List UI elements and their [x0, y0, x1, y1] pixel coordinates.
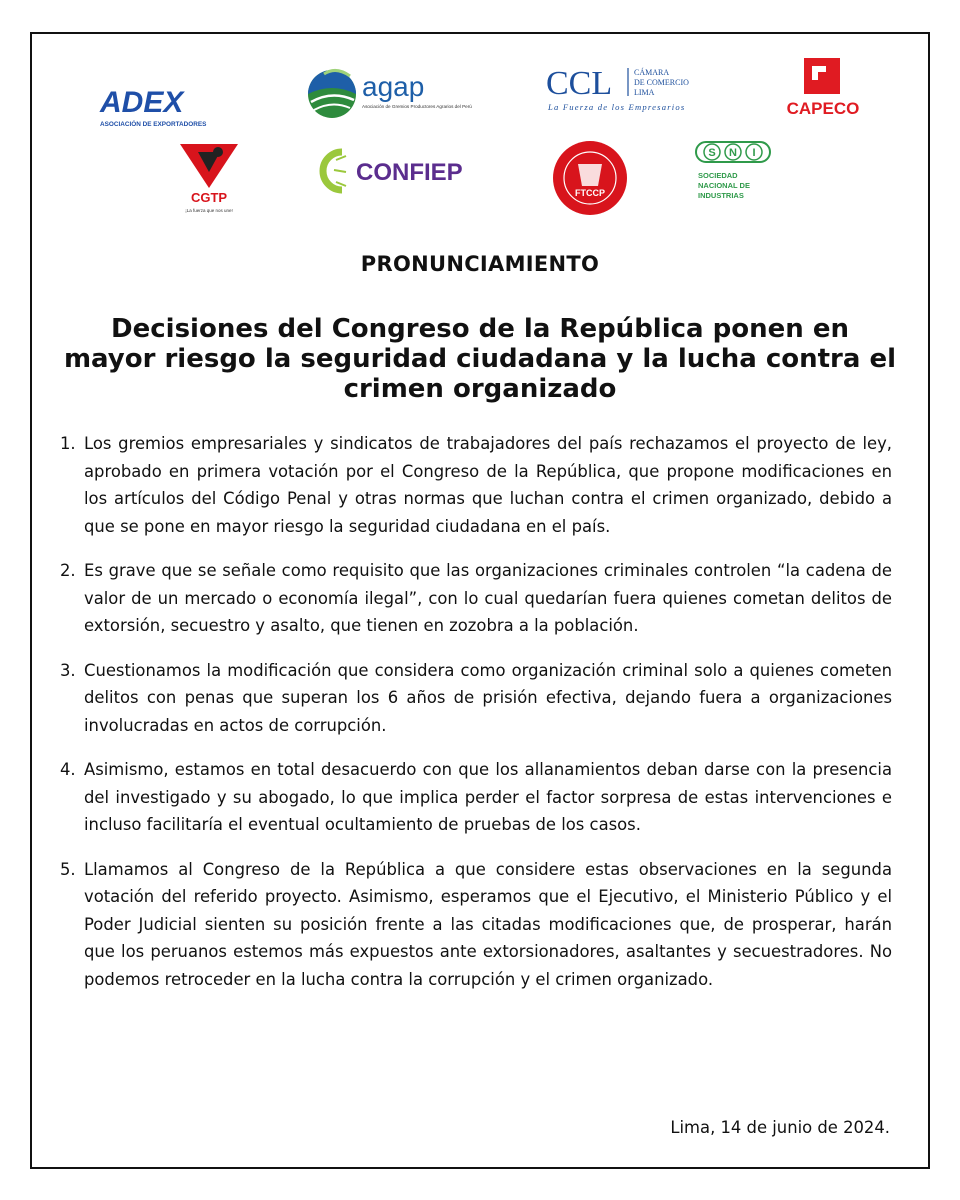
adex-subtitle: ASOCIACIÓN DE EXPORTADORES — [100, 121, 207, 128]
item-number: 3. — [60, 660, 76, 680]
ccl-sub2: DE COMERCIO — [634, 78, 689, 87]
statement-item-5 — [60, 856, 892, 994]
ftccp-logo — [550, 138, 630, 218]
agap-logo — [302, 56, 472, 136]
sni-line3: INDUSTRIAS — [698, 191, 744, 200]
cgtp-emblem-icon — [180, 144, 238, 188]
sni-letter-s: S — [708, 147, 716, 159]
sni-logo — [694, 140, 804, 210]
confiep-logo — [312, 146, 492, 196]
item-number: 1. — [60, 434, 76, 453]
document-heading: PRONUNCIAMIENTO — [360, 252, 600, 276]
ccl-sub3: LIMA — [634, 88, 655, 97]
capeco-mark-icon — [804, 58, 840, 94]
capeco-name: CAPECO — [786, 99, 860, 118]
ccl-name: CCL — [546, 65, 613, 102]
statement-item-1 — [60, 430, 892, 540]
agap-name: agap — [362, 71, 425, 102]
item-text: Asimismo, estamos en total desacuerdo con que los allanamientos deban darse con la presencia del investigado y su abogado, lo que implica perder el factor sorpresa de estas intervenciones e incluso facilitaría el eventual ocultamiento de pruebas de los casos. — [84, 760, 892, 834]
sni-line1: SOCIEDAD — [698, 171, 738, 180]
ftccp-name: FTCCP — [575, 188, 605, 198]
item-text: Cuestionamos la modificación que considera como organización criminal solo a quienes cometen delitos con penas que superan los 6 años de prisión efectiva, dejando fuera a organizaciones involucradas en actos de corrupción. — [84, 660, 892, 735]
item-text: Llamamos al Congreso de la República a que considere estas observaciones en la segunda votación del referido proyecto. Asimismo, esperamos que el Ejecutivo, el Ministerio Público y el Poder Judicial sienten su posición frente a las citadas modificaciones que, de prosperar, harán que los peruanos estemos más expuestos ante extorsionadores, asaltantes y secuestradores. No podemos retroceder en la lucha contra la corrupción y el crimen organizado. — [84, 859, 892, 989]
sni-letter-i: I — [752, 147, 756, 159]
sni-letters — [704, 144, 762, 160]
document-title: Decisiones del Congreso de la República ponen en mayor riesgo la seguridad ciudadana y la lucha contra el crimen organizado — [63, 314, 897, 404]
item-number: 5. — [60, 859, 76, 879]
ccl-sub1: CÁMARA — [634, 68, 670, 77]
confiep-c-icon — [323, 152, 346, 190]
agap-subtitle: Asociación de Gremios Productores Agrarios del Perú — [362, 104, 472, 109]
item-number: 2. — [60, 561, 76, 580]
statement-list — [60, 430, 892, 1010]
statement-item-2 — [60, 557, 892, 640]
ccl-logo — [544, 62, 724, 114]
sni-line2: NACIONAL DE — [698, 181, 750, 190]
item-text: Es grave que se señale como requisito que las organizaciones criminales controlen “la cadena de valor de un mercado o economía ilegal”, con lo cual quedarían fuera quienes cometan delitos de extorsión, secuestro y asalto, que tienen en zozobra a la población. — [84, 561, 892, 635]
item-text: Los gremios empresariales y sindicatos de trabajadores del país rechazamos el proyecto de ley, aprobado en primera votación por el Congreso de la República, que propone modificaciones en los artículos del Código Penal y otras normas que luchan contra el crimen organizado, debido a que se pone en mayor riesgo la seguridad ciudadana en el país. — [84, 434, 892, 536]
adex-name: ADEX — [100, 86, 184, 119]
adex-logo — [96, 70, 226, 140]
cgtp-tagline: ¡La fuerza que nos une! — [185, 208, 233, 213]
sni-letter-n: N — [729, 147, 737, 159]
document-frame — [30, 32, 930, 1169]
capeco-logo — [776, 56, 871, 124]
ftccp-seal-icon — [553, 141, 627, 215]
agap-globe-icon — [308, 70, 356, 118]
confiep-name: CONFIEP — [356, 159, 463, 186]
statement-item-4 — [60, 756, 892, 839]
statement-item-3 — [60, 657, 892, 740]
cgtp-logo — [170, 138, 248, 218]
item-number: 4. — [60, 760, 76, 779]
document-signoff: Lima, 14 de junio de 2024. — [670, 1118, 890, 1137]
cgtp-name: CGTP — [190, 190, 228, 205]
ccl-tagline: La Fuerza de los Empresarios — [548, 102, 686, 112]
